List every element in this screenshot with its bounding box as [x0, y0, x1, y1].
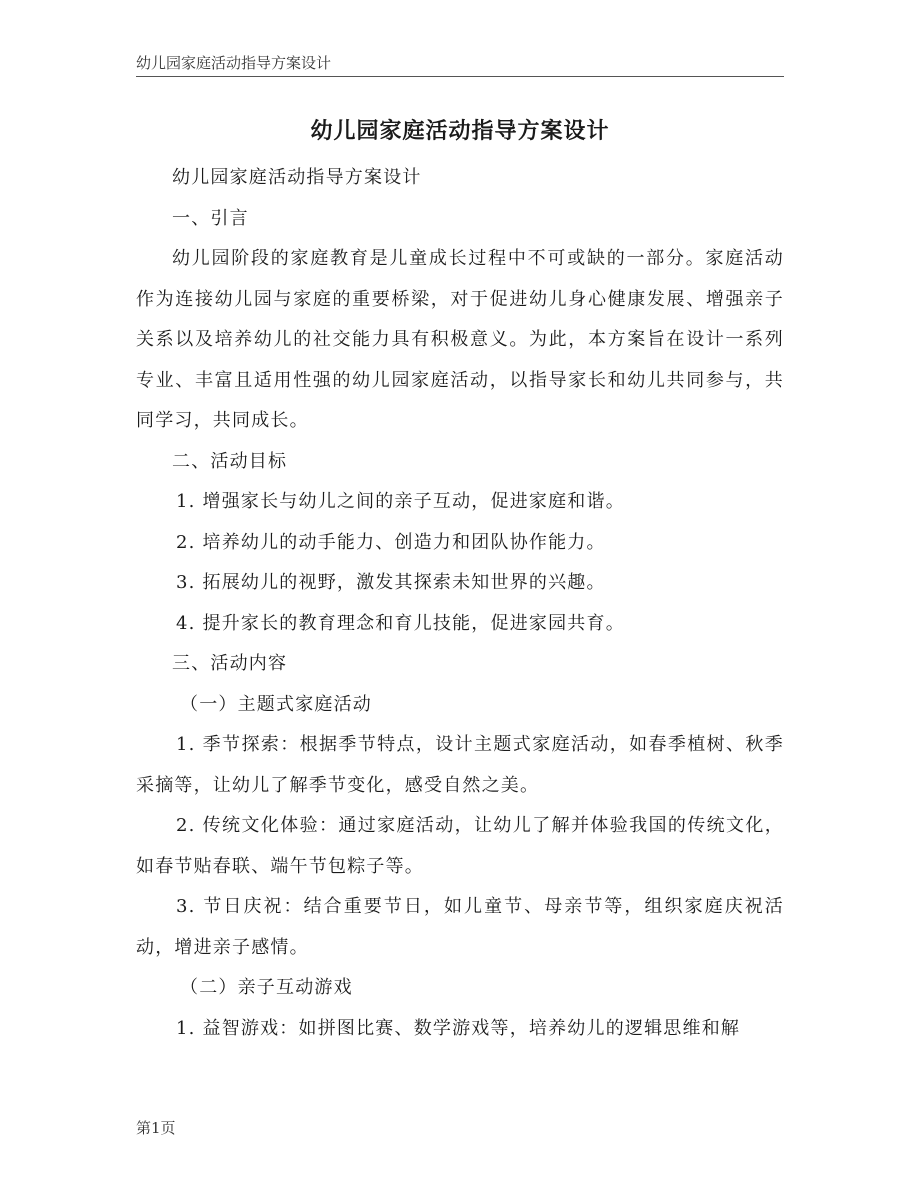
section-heading-content: 三、活动内容 — [172, 653, 288, 674]
goal-item-3: 3. 拓展幼儿的视野，激发其探索未知世界的兴趣。 — [176, 572, 606, 593]
paragraph-subtitle: 幼儿园家庭活动指导方案设计 — [172, 167, 422, 188]
goal-item-4: 4. 提升家长的教育理念和育儿技能，促进家园共育。 — [176, 612, 625, 634]
goal-item-2: 2. 培养幼儿的动手能力、创造力和团队协作能力。 — [176, 531, 606, 553]
subsection-heading-parent-child-games: （二）亲子互动游戏 — [180, 977, 353, 998]
document-body — [136, 158, 784, 1049]
theme-activity-item-2: 2. 传统文化体验：通过家庭活动，让幼儿了解并体验我国的传统文化，如春节贴春联、端午节包粽子等。 — [136, 815, 784, 877]
goal-item-1: 1. 增强家长与幼儿之间的亲子互动，促进家庭和谐。 — [176, 491, 625, 512]
page-number: 第1页 — [136, 1119, 176, 1137]
game-item-1: 1. 益智游戏：如拼图比赛、数学游戏等，培养幼儿的逻辑思维和解 — [176, 1017, 741, 1039]
running-header-title: 幼儿园家庭活动指导方案设计 — [136, 54, 332, 72]
section-heading-introduction: 一、引言 — [172, 207, 249, 229]
section-heading-goals: 二、活动目标 — [172, 450, 288, 472]
paragraph-introduction: 幼儿园阶段的家庭教育是儿童成长过程中不可或缺的一部分。家庭活动作为连接幼儿园与家庭的重要桥梁，对于促进幼儿身心健康发展、增强亲子关系以及培养幼儿的社交能力具有积极意义。为此，本方案旨在设计一系列专业、丰富且适用性强的幼儿园家庭活动，以指导家长和幼儿共同参与，共同学习，共同成长。 — [136, 248, 784, 431]
theme-activity-item-1: 1. 季节探索：根据季节特点，设计主题式家庭活动，如春季植树、秋季采摘等，让幼儿了解季节变化，感受自然之美。 — [136, 734, 784, 796]
document-title: 幼儿园家庭活动指导方案设计 — [310, 118, 610, 144]
theme-activity-item-3: 3. 节日庆祝：结合重要节日，如儿童节、母亲节等，组织家庭庆祝活动，增进亲子感情。 — [136, 896, 784, 958]
subsection-heading-theme-activities: （一）主题式家庭活动 — [180, 693, 372, 715]
header-divider — [136, 76, 784, 77]
